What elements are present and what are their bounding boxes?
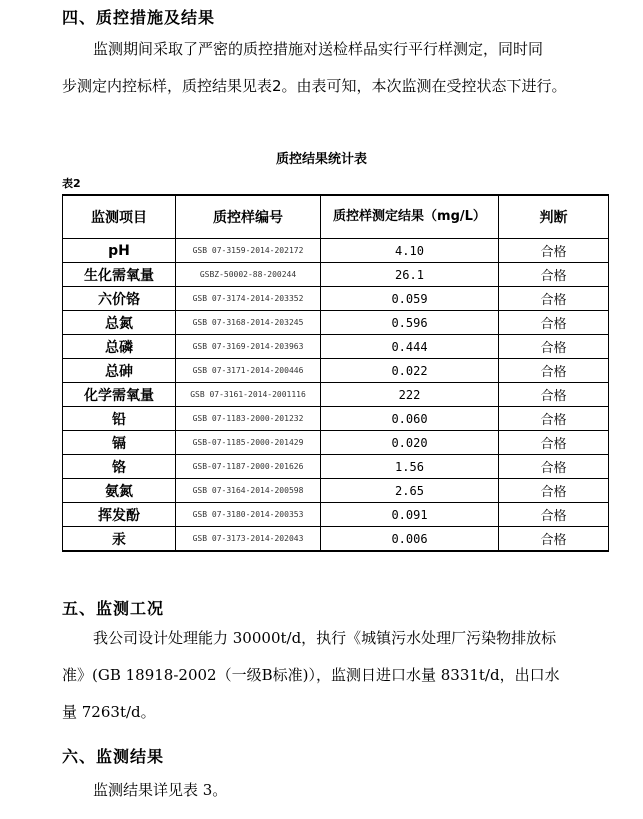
cell-monitoring-item: 总磷 [63,335,176,359]
cell-qc-sample-code: GSB 07-3164-2014-200598 [176,479,321,503]
cell-monitoring-item: 总砷 [63,359,176,383]
cell-qc-sample-code: GSB 07-3180-2014-200353 [176,503,321,527]
table-2-label: 表2 [62,177,81,190]
cell-judgement: 合格 [499,311,609,335]
table-header-row [63,195,609,239]
cell-monitoring-item: 氨氮 [63,479,176,503]
cell-qc-result: 2.65 [321,479,499,503]
cell-qc-sample-code: GSB 07-3174-2014-203352 [176,287,321,311]
cell-monitoring-item: 六价铬 [63,287,176,311]
cell-monitoring-item: 铬 [63,455,176,479]
cell-qc-result: 0.444 [321,335,499,359]
table-row [63,335,609,359]
table-2-title: 质控结果统计表 [275,152,367,167]
section-5-paragraph-line-1: 我公司设计处理能力 30000t/d，执行《城镇污水处理厂污染物排放标 [93,629,557,647]
cell-judgement: 合格 [499,239,609,263]
cell-judgement: 合格 [499,503,609,527]
cell-qc-sample-code: GSB 07-3168-2014-203245 [176,311,321,335]
cell-monitoring-item: 生化需氧量 [63,263,176,287]
table-row [63,359,609,383]
cell-judgement: 合格 [499,407,609,431]
table-row [63,287,609,311]
section-5-paragraph [62,620,607,731]
cell-monitoring-item: 汞 [63,527,176,552]
cell-qc-result: 0.022 [321,359,499,383]
section-5-heading: 五、监测工况 [62,599,165,618]
cell-qc-result: 1.56 [321,455,499,479]
cell-qc-result: 0.091 [321,503,499,527]
header-qc-sample-code: 质控样编号 [176,195,321,239]
cell-qc-sample-code: GSB 07-3169-2014-203963 [176,335,321,359]
cell-judgement: 合格 [499,263,609,287]
cell-judgement: 合格 [499,455,609,479]
cell-judgement: 合格 [499,431,609,455]
cell-judgement: 合格 [499,359,609,383]
section-4-paragraph-line-1: 监测期间采取了严密的质控措施对送检样品实行平行样测定，同时同 [93,40,544,58]
cell-qc-sample-code: GSB-07-1187-2000-201626 [176,455,321,479]
table-row [63,239,609,263]
section-4-paragraph [62,31,607,105]
table-row [63,431,609,455]
cell-qc-sample-code: GSB 07-3161-2014-2001116 [176,383,321,407]
qc-results-table [62,194,609,552]
cell-judgement: 合格 [499,287,609,311]
cell-monitoring-item: 总氮 [63,311,176,335]
section-6-heading: 六、监测结果 [62,747,165,766]
cell-qc-result: 0.006 [321,527,499,552]
section-5-paragraph-line-2: 准》(GB 18918-2002（一级B标准)），监测日进口水量 8331t/d，出口水 [62,666,560,684]
cell-monitoring-item: 镉 [63,431,176,455]
table-row [63,455,609,479]
table-row [63,383,609,407]
cell-qc-sample-code: GSB 07-3173-2014-202043 [176,527,321,552]
header-qc-result: 质控样测定结果（mg/L） [321,195,499,239]
table-row [63,407,609,431]
table-row [63,479,609,503]
cell-judgement: 合格 [499,479,609,503]
cell-monitoring-item: 化学需氧量 [63,383,176,407]
section-6-paragraph: 监测结果详见表 3。 [93,781,228,799]
section-5-paragraph-line-3: 量 7263t/d。 [62,703,156,721]
cell-judgement: 合格 [499,335,609,359]
cell-qc-result: 0.060 [321,407,499,431]
cell-qc-result: 222 [321,383,499,407]
section-4-heading: 四、质控措施及结果 [62,8,216,27]
cell-qc-result: 0.020 [321,431,499,455]
cell-judgement: 合格 [499,527,609,552]
table-row [63,527,609,552]
cell-monitoring-item: 铅 [63,407,176,431]
cell-judgement: 合格 [499,383,609,407]
cell-qc-sample-code: GSBZ-50002-88-200244 [176,263,321,287]
table-row [63,311,609,335]
cell-qc-result: 0.596 [321,311,499,335]
cell-qc-result: 4.10 [321,239,499,263]
cell-qc-result: 26.1 [321,263,499,287]
table-row [63,503,609,527]
header-judgement: 判断 [499,195,609,239]
cell-qc-sample-code: GSB 07-3159-2014-202172 [176,239,321,263]
header-monitoring-item: 监测项目 [63,195,176,239]
cell-qc-result: 0.059 [321,287,499,311]
cell-monitoring-item: pH [63,239,176,263]
cell-qc-sample-code: GSB 07-1183-2000-201232 [176,407,321,431]
cell-qc-sample-code: GSB 07-3171-2014-200446 [176,359,321,383]
cell-monitoring-item: 挥发酚 [63,503,176,527]
cell-qc-sample-code: GSB-07-1185-2000-201429 [176,431,321,455]
section-4-paragraph-line-2: 步测定内控标样，质控结果见表2。由表可知，本次监测在受控状态下进行。 [62,77,567,95]
table-row [63,263,609,287]
